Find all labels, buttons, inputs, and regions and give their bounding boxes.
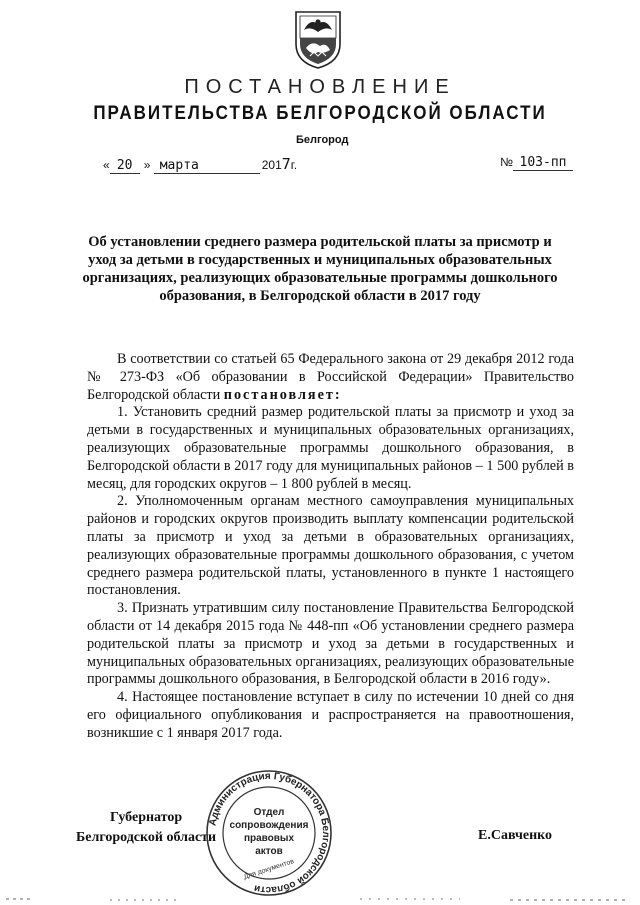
position-line-1: Губернатор xyxy=(109,810,183,825)
date-day: 20 xyxy=(110,158,140,174)
stamp-center-text xyxy=(224,806,314,858)
stamp-line-2: сопровождения xyxy=(229,820,309,831)
paragraph-4: 4. Настоящее постановление вступает в силу по истечении 10 дней со дня его официального опубликования и распространяется на правоотношения, возникшие с 1 января 2017 года. xyxy=(87,689,574,741)
date-month: марта xyxy=(154,158,260,174)
date-open-quote: « xyxy=(103,158,110,172)
paragraph-1: 1. Установить средний размер родительской платы за присмотр и уход за детьми в государственных и муниципальных образовательных организациях, реализующих образовательные программы дошкольного образования, в Белгородской области в 2017 году для муниципальных районов – 1 500 рублей в месяц, для городских округов – 1 800 рублей в месяц. xyxy=(87,404,574,492)
date-close-quote: » xyxy=(143,158,151,172)
document-number: 103-пп xyxy=(513,155,573,171)
belgorod-coat-of-arms-emblem xyxy=(290,8,346,70)
stamp-line-1: Отдел xyxy=(253,807,285,818)
stamp-ring-text: Администрация Губернатора Белгородской области xyxy=(207,770,332,896)
date-year-handwritten: 7 xyxy=(281,155,291,173)
document-body xyxy=(87,351,574,743)
position-line-2: Белгородской области xyxy=(76,830,217,845)
stamp-line-3: правовых xyxy=(243,833,295,844)
intro-text: В соответствии со статьей 65 Федерального закона от 29 декабря 2012 года № 273-ФЗ «Об образовании в Российской Федерации» Правительство Белгородской области xyxy=(87,351,574,403)
date-and-number-line xyxy=(103,155,573,177)
city-name: Белгород xyxy=(296,134,349,146)
date-year-prefix: 201 xyxy=(261,158,282,172)
paragraph-2: 2. Уполномоченным органам местного самоуправления муниципальных районов и городских округов производить выплату компенсации родительской платы за присмотр и уход за детьми в образовательных организациях, реализующих образовательные программы дошкольного образования, с учетом среднего размера родительской платы, установленного в пункте 1 настоящего постановления. xyxy=(87,493,574,599)
intro-emphasis: постановляет: xyxy=(223,386,342,403)
stamp-bottom-text: Для документов xyxy=(242,858,296,881)
signatory-position xyxy=(76,808,216,848)
intro-paragraph xyxy=(87,351,574,404)
issuing-authority: ПРАВИТЕЛЬСТВА БЕЛГОРОДСКОЙ ОБЛАСТИ xyxy=(93,101,547,124)
date-field xyxy=(103,155,297,174)
document-type-title: ПОСТАНОВЛЕНИЕ xyxy=(184,76,456,98)
number-label: № xyxy=(500,155,513,169)
paragraph-3: 3. Признать утратившим силу постановление Правительства Белгородской области от 14 декабря 2015 года № 448-пп «Об установлении среднего размера родительской платы за присмотр и уход за детьми в государственных и муниципальных образовательных организациях, реализующих образовательные программы дошкольного образования, в Белгородской области в 2016 году». xyxy=(87,600,574,688)
signatory-name: Е.Савченко xyxy=(478,828,553,843)
stamp-line-4: актов xyxy=(255,846,283,857)
official-stamp xyxy=(199,768,339,898)
document-number-field xyxy=(500,155,573,171)
date-year-suffix: г. xyxy=(290,158,298,172)
document-subject-title: Об установлении среднего размера родительской платы за присмотр и уход за детьми в государственных и муниципальных образовательных организациях, реализующих образовательные программы дошкольного образования, в Белгородской области в 2017 году xyxy=(82,234,558,304)
scan-edge-marks xyxy=(0,893,640,905)
